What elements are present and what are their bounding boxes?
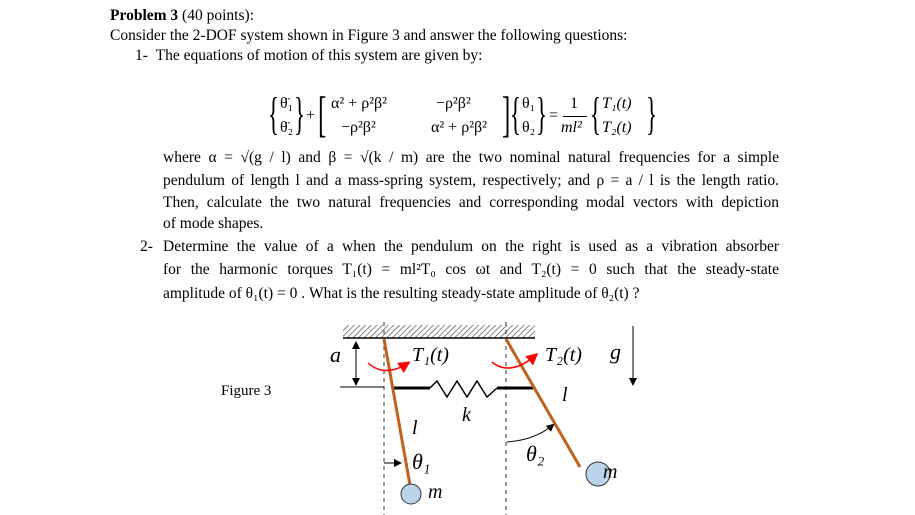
label-T2: T₂(t): [545, 344, 582, 366]
q1-text: The equations of motion of this system are given by:: [155, 47, 483, 64]
label-T1: T₁(t): [412, 344, 449, 366]
figure-caption: Figure 3: [221, 383, 272, 399]
brace: }: [536, 88, 548, 139]
label-m-right: m: [603, 461, 618, 483]
brace: {: [510, 88, 522, 139]
matrix-11: α² + ρ²β²: [331, 95, 387, 112]
coef-denominator: ml²: [561, 119, 582, 136]
q2-line-2: for the harmonic torques T₁(t) = ml²T₀ cos ωt and T₂(t) = 0 such that the steady-state: [163, 261, 779, 278]
label-theta2: θ₂: [526, 441, 545, 466]
where-line-2: pendulum of length l and a mass-spring system, respectively; and ρ = a / l is the length ratio.: [163, 172, 779, 189]
brace: {: [268, 88, 280, 139]
bracket: [: [318, 86, 327, 142]
spring: [430, 381, 497, 397]
where-line-1: where α = √(g / l) and β = √(k / m) are the two nominal natural frequencies for a simple: [163, 149, 779, 166]
theta-vec-1: θ₁: [522, 95, 536, 112]
matrix-12: −ρ²β²: [436, 95, 471, 112]
bob-left: [401, 484, 421, 504]
plus-sign: +: [306, 107, 316, 124]
label-l-left: l: [412, 417, 418, 439]
label-g: g: [610, 339, 621, 364]
q2-line-3: amplitude of θ₁(t) = 0 . What is the resulting steady-state amplitude of θ₂(t) ?: [163, 285, 640, 302]
where-line-3: Then, calculate the two natural frequencies and corresponding modal vectors with depiction: [163, 194, 779, 211]
brace: }: [294, 88, 306, 139]
label-m-left: m: [428, 481, 443, 503]
matrix-21: −ρ²β²: [341, 119, 376, 136]
coef-numerator: 1: [570, 95, 578, 112]
problem-points: (40 points):: [178, 7, 254, 24]
equals-sign: =: [549, 107, 559, 124]
q2-number: 2-: [140, 238, 153, 255]
torque-arrow-right: [492, 355, 536, 368]
label-k: k: [462, 404, 471, 426]
matrix-22: α² + ρ²β²: [431, 119, 487, 136]
brace: }: [646, 88, 658, 139]
q2-line-1: Determine the value of a when the pendulum on the right is used as a vibration absorber: [163, 238, 779, 255]
bracket: ]: [502, 86, 511, 142]
theta2-arrow: [507, 425, 553, 442]
label-l-right: l: [562, 384, 568, 406]
rhs-vec-1: T₁(t): [602, 95, 632, 112]
problem-title: Problem 3: [110, 7, 179, 24]
where-line-4: of mode shapes.: [163, 215, 264, 232]
lhs-vec-2: θ̈₂: [280, 119, 294, 136]
brace: {: [590, 88, 602, 139]
rhs-vec-2: T₂(t): [602, 119, 632, 136]
intro-text: Consider the 2-DOF system shown in Figure 3 and answer the following questions:: [110, 27, 628, 44]
lhs-vec-1: θ̈₁: [280, 95, 294, 112]
label-a: a: [330, 342, 341, 367]
theta-vec-2: θ₂: [522, 119, 536, 136]
label-theta1: θ₁: [412, 449, 431, 474]
q1-number: 1-: [135, 47, 148, 64]
